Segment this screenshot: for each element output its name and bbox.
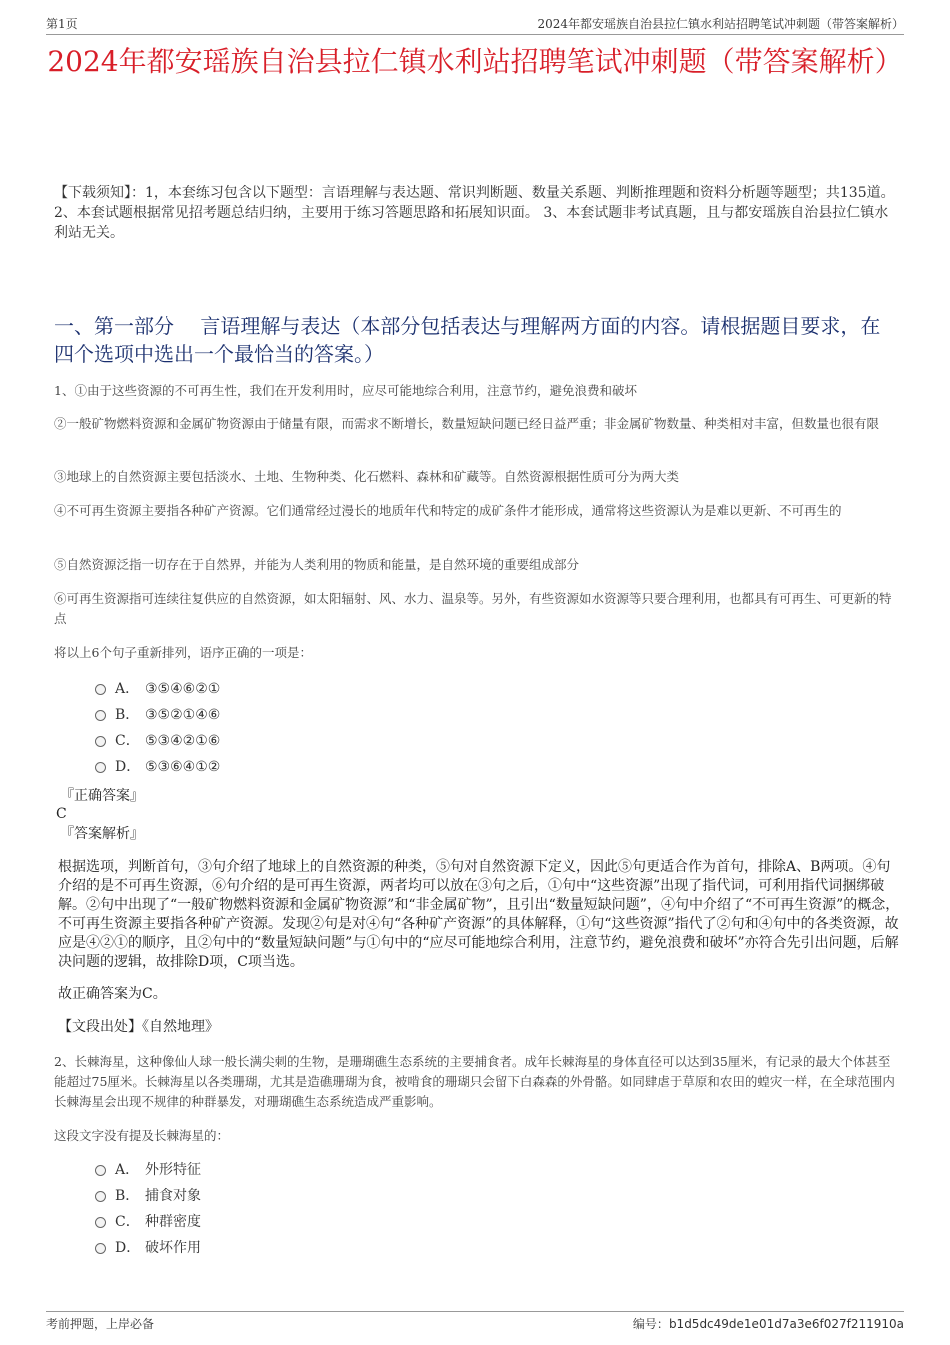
explanation-label: 『答案解析』 xyxy=(60,826,144,842)
page-number: 第1页 xyxy=(46,17,78,31)
radio-icon[interactable] xyxy=(95,736,106,747)
radio-icon[interactable] xyxy=(95,1243,106,1254)
header-doc-name: 2024年都安瑶族自治县拉仁镇水利站招聘笔试冲刺题（带答案解析） xyxy=(537,17,904,31)
section-heading: 一、第一部分 言语理解与表达（本部分包括表达与理解两方面的内容。请根据题目要求，在四个选项中选出一个最恰当的答案。） xyxy=(54,314,881,366)
question-2-options xyxy=(95,1157,201,1261)
answer-label: 『正确答案』 xyxy=(60,788,144,804)
question-1-sentence-3: ③地球上的自然资源主要包括淡水、土地、生物种类、化石燃料、森林和矿藏等。自然资源根据性质可分为两大类 xyxy=(54,469,680,484)
question-2-prompt: 这段文字没有提及长棘海星的： xyxy=(54,1128,230,1143)
question-2-option-b[interactable]: B． 捕食对象 xyxy=(95,1183,201,1209)
question-1-option-b[interactable]: B． ③⑤②①④⑥ xyxy=(95,702,220,728)
answer-explanation: 根据选项，判断首句，③句介绍了地球上的自然资源的种类，⑤句对自然资源下定义，因此⑤句更适合作为首句，排除A、B两项。④句介绍的是不可再生资源，⑥句介绍的是可再生资源，两者均可以放在③句之后，①句中“这些资源”出现了指代词，可利用指代词捆绑破解。②句中出现了“一般矿物燃料资源和金属矿物资源”和“非金属矿物”，且引出“数量短缺问题”，④句中介绍了“不可再生资源”的概念，不可再生资源主要指各种矿产资源。发现②句是对④句“各种矿产资源”的具体解释，①句“这些资源”指代了②句和④句中的各类资源，故应是④②①的顺序，且②句中的“数量短缺问题”与①句中的“应尽可能地综合利用，注意节约，避免浪费和破坏”亦符合先引出问题，后解决问题的逻辑，故排除D项，C项当选。 xyxy=(58,859,900,970)
question-1-sentence-6: ⑥可再生资源指可连续往复供应的自然资源，如太阳辐射、风、水力、温泉等。另外，有些资源如水资源等只要合理利用，也都具有可再生、可更新的特点 xyxy=(54,591,892,626)
radio-icon[interactable] xyxy=(95,710,106,721)
page-footer xyxy=(46,1311,904,1336)
question-1-option-d[interactable]: D． ⑤③⑥④①② xyxy=(95,754,220,780)
document-title: 2024年都安瑶族自治县拉仁镇水利站招聘笔试冲刺题（带答案解析） xyxy=(47,45,903,78)
radio-icon[interactable] xyxy=(95,1217,106,1228)
page-header xyxy=(46,14,904,35)
question-1-sentence-4: ④不可再生资源主要指各种矿产资源。它们通常经过漫长的地质年代和特定的成矿条件才能形成，通常将这些资源认为是难以更新、不可再生的 xyxy=(54,503,842,518)
radio-icon[interactable] xyxy=(95,1191,106,1202)
radio-icon[interactable] xyxy=(95,1165,106,1176)
question-2-option-c[interactable]: C． 种群密度 xyxy=(95,1209,201,1235)
answer-value: C xyxy=(56,806,67,822)
question-1-prompt: 将以上6个句子重新排列，语序正确的一项是： xyxy=(54,645,312,660)
question-1-options xyxy=(95,676,220,780)
document-code xyxy=(633,1312,904,1336)
question-2-option-d[interactable]: D． 破坏作用 xyxy=(95,1235,201,1261)
question-1-option-c[interactable]: C． ⑤③④②①⑥ xyxy=(95,728,220,754)
question-2-option-a[interactable]: A． 外形特征 xyxy=(95,1157,201,1183)
code-label: 编号： xyxy=(632,1317,669,1331)
radio-icon[interactable] xyxy=(95,684,106,695)
question-1-sentence-2: ②一般矿物燃料资源和金属矿物资源由于储量有限，而需求不断增长，数量短缺问题已经日益严重；非金属矿物数量、种类相对丰富，但数量也很有限 xyxy=(54,416,880,431)
code-value: b1d5dc49de1e01d7a3e6f027f211910a xyxy=(668,1317,904,1331)
question-1-sentence-5: ⑤自然资源泛指一切存在于自然界，并能为人类利用的物质和能量，是自然环境的重要组成部分 xyxy=(54,557,580,572)
footer-slogan: 考前押题，上岸必备 xyxy=(46,1317,155,1331)
answer-conclusion: 故正确答案为C。 xyxy=(58,986,167,1002)
question-1-option-a[interactable]: A． ③⑤④⑥②① xyxy=(95,676,220,702)
question-2-passage: 2、长棘海星，这种像仙人球一般长满尖刺的生物，是珊瑚礁生态系统的主要捕食者。成年长棘海星的身体直径可以达到35厘米，有记录的最大个体甚至能超过75厘米。长棘海星以各类珊瑚，尤其是造礁珊瑚为食，被啃食的珊瑚只会留下白森森的外骨骼。如同肆虐于草原和农田的蝗灾一样，在全球范围内长棘海星会出现不规律的种群暴发，对珊瑚礁生态系统造成严重影响。 xyxy=(54,1054,895,1109)
download-notice: 【下载须知】：1，本套练习包含以下题型：言语理解与表达题、常识判断题、数量关系题、判断推理题和资料分析题等题型；共135道。 2、本套试题根据常见招考题总结归纳，主要用于练习答题思路和拓展知识面。 3、本套试题非考试真题，且与都安瑶族自治县拉仁镇水利站无关。 xyxy=(54,185,895,241)
radio-icon[interactable] xyxy=(95,762,106,773)
question-1-sentence-1: 1、①由于这些资源的不可再生性，我们在开发利用时，应尽可能地综合利用，注意节约，避免浪费和破坏 xyxy=(54,383,637,398)
passage-source: 【文段出处】《自然地理》 xyxy=(58,1019,219,1035)
